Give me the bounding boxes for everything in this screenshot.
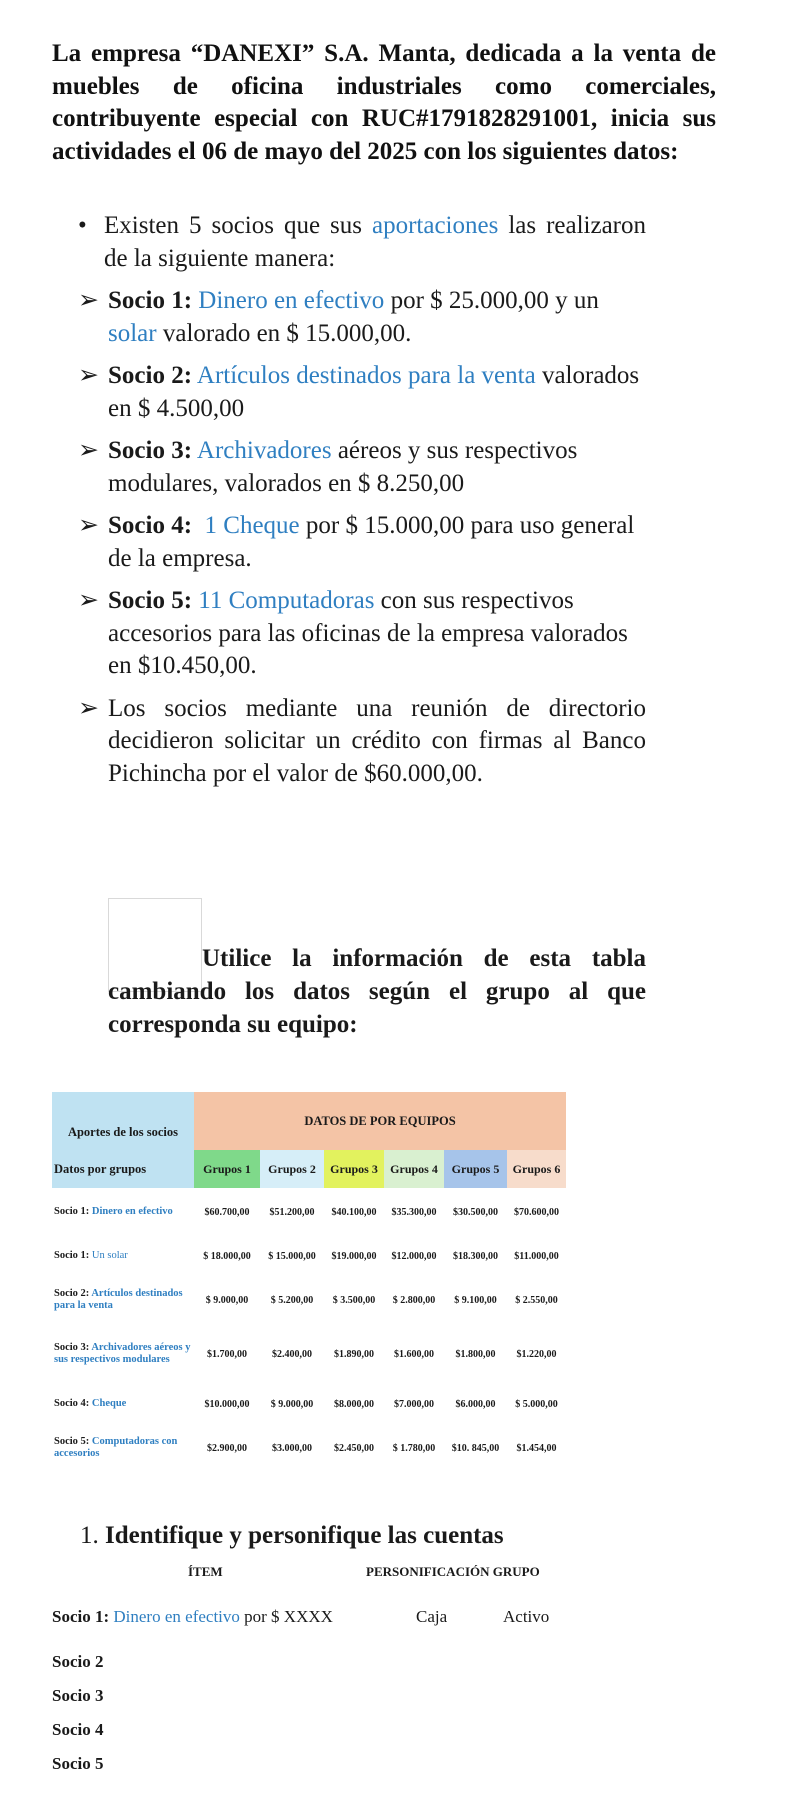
bullet-text: las realizaron de la siguiente manera: (104, 212, 646, 272)
row-label (52, 1276, 194, 1324)
answer-label: Socio 2 (52, 1652, 104, 1671)
bullet-socio-1 (78, 285, 646, 350)
data-list (78, 210, 646, 800)
header-datos-equipos: DATOS DE POR EQUIPOS (194, 1092, 566, 1150)
table-row (52, 1424, 566, 1472)
group-header-3: Grupos 3 (324, 1150, 384, 1188)
table-row (52, 1236, 566, 1276)
cell-value: $2.450,00 (334, 1442, 374, 1454)
header-item: ÍTEM (188, 1564, 223, 1579)
socio-highlight: solar (108, 319, 157, 347)
arrow-bullet-icon: ➢ (78, 362, 99, 389)
socio-text: con sus respectivos accesorios para las oficinas de la empresa valorados en $10.450,00. (108, 587, 628, 679)
section-title-text: Identifique y personifique las cuentas (105, 1522, 504, 1549)
socio-text: aéreos y sus respectivos modulares, valorados en $ 8.250,00 (108, 437, 578, 497)
bullet-dot-icon: • (78, 212, 87, 239)
answer-highlight: Dinero en efectivo (113, 1607, 240, 1626)
answer-row-socio-2 (52, 1652, 103, 1672)
socio-text: valorados en $ 4.500,00 (108, 362, 640, 422)
cell-value: $2.900,00 (207, 1442, 247, 1454)
row-concept: Artículos destinados para la venta (54, 1288, 183, 1311)
bullet-socio-2 (78, 360, 646, 425)
spacer (192, 512, 205, 539)
header-datos-grupos: Datos por grupos (52, 1150, 194, 1188)
socio-label: Socio 2: (108, 362, 193, 389)
answer-example (52, 1607, 333, 1627)
socio-label: Socio 4: (108, 512, 193, 539)
intro-paragraph: La empresa “DANEXI” S.A. Manta, dedicada a la venta de muebles de oficina industriales como comerciales, contribuyente especial con RUC#1791828291001, inicia sus actividades el 06 de mayo del 2025 con los siguientes datos: (52, 40, 716, 165)
cell-value: $11.000,00 (514, 1250, 559, 1262)
bullet-socio-3 (78, 435, 646, 500)
cell-value: $ 9.000,00 (270, 1398, 314, 1410)
socio-highlight: Artículos destinados para la venta (196, 362, 536, 389)
cell-value: $35.300,00 (391, 1206, 437, 1218)
socio-highlight: Dinero en efectivo (198, 287, 385, 314)
cell-value: $3.000,00 (272, 1442, 312, 1454)
row-concept: Un solar (91, 1250, 128, 1261)
answer-row-socio-4 (52, 1720, 103, 1740)
row-concept: Cheque (91, 1398, 127, 1409)
group-header-5: Grupos 5 (444, 1150, 507, 1188)
cell-value: $70.600,00 (514, 1206, 559, 1218)
row-socio: Socio 5: (54, 1436, 90, 1447)
socio-text: por $ 15.000,00 para uso general de la empresa. (108, 512, 635, 572)
cell-value: $1.454,00 (516, 1442, 557, 1454)
cell-value: $7.000,00 (394, 1398, 434, 1410)
cell-value: $1.890,00 (334, 1348, 374, 1360)
socio-text: por $ 25.000,00 y un (384, 287, 599, 314)
socio-highlight: 11 Computadoras (198, 587, 375, 614)
cell-value: $51.200,00 (269, 1206, 315, 1218)
header-aportes: Aportes de los socios (52, 1092, 194, 1150)
groups-data-table (52, 1092, 566, 1472)
table-row (52, 1384, 566, 1424)
answer-label: Socio 3 (52, 1686, 104, 1705)
group-header-4: Grupos 4 (384, 1150, 444, 1188)
arrow-bullet-icon: ➢ (78, 694, 99, 722)
row-concept: Computadoras con accesorios (54, 1436, 178, 1459)
bullet-socio-5 (78, 585, 646, 683)
answer-cuenta: Caja (416, 1607, 448, 1626)
table-row (52, 1276, 566, 1324)
answer-text: por $ XXXX (239, 1607, 333, 1626)
cell-value: $8.000,00 (334, 1398, 374, 1410)
answer-label: Socio 1: (52, 1607, 110, 1626)
cell-value: $ 2.800,00 (392, 1294, 436, 1306)
cell-value: $ 9.000,00 (205, 1294, 249, 1306)
cell-value: $1.700,00 (207, 1348, 247, 1360)
cell-value: $ 2.550,00 (515, 1294, 558, 1306)
bullet-credito (78, 693, 646, 791)
cell-value: $1.600,00 (394, 1348, 434, 1360)
arrow-bullet-icon: ➢ (78, 512, 99, 539)
cell-value: $ 5.200,00 (270, 1294, 314, 1306)
group-header-6: Grupos 6 (507, 1150, 566, 1188)
answer-label: Socio 4 (52, 1720, 104, 1739)
group-header-1: Grupos 1 (194, 1150, 260, 1188)
credito-text: Los socios mediante una reunión de directorio decidieron solicitar un crédito con firmas al Banco Pichincha por el valor de $60.000,00. (108, 694, 646, 787)
header-personificacion: PERSONIFICACIÓN GRUPO (366, 1564, 540, 1579)
row-socio: Socio 4: (54, 1398, 90, 1409)
row-concept: Dinero en efectivo (91, 1206, 173, 1217)
cell-value: $ 5.000,00 (515, 1398, 558, 1410)
table-instruction (108, 942, 646, 1041)
answer-row-socio-5 (52, 1754, 103, 1774)
row-socio: Socio 2: (54, 1288, 90, 1299)
section-number: 1. (80, 1522, 99, 1549)
socio-label: Socio 1: (108, 287, 193, 314)
cell-value: $30.500,00 (453, 1206, 498, 1218)
arrow-bullet-icon: ➢ (78, 287, 99, 314)
arrow-bullet-icon: ➢ (78, 587, 99, 614)
socio-label: Socio 3: (108, 437, 193, 464)
answer-row-socio-3 (52, 1686, 103, 1706)
bullet-text: Existen 5 socios que sus (104, 212, 372, 239)
row-socio: Socio 1: (54, 1250, 90, 1261)
section-title (80, 1521, 504, 1551)
cell-value: $ 18.000,00 (203, 1250, 251, 1262)
table-row (52, 1188, 566, 1236)
bullet-socios-count (78, 210, 646, 275)
table-row (52, 1324, 566, 1384)
cell-value: $6.000,00 (455, 1398, 496, 1410)
cell-value: $19.000,00 (331, 1250, 377, 1262)
row-label (52, 1384, 194, 1424)
cell-value: $10.000,00 (204, 1398, 250, 1410)
cell-value: $10. 845,00 (451, 1442, 500, 1454)
row-label (52, 1188, 194, 1236)
cell-value: $2.400,00 (272, 1348, 312, 1360)
cell-value: $ 1.780,00 (392, 1442, 436, 1454)
cell-value: $1.800,00 (455, 1348, 496, 1360)
cell-value: $40.100,00 (331, 1206, 377, 1218)
row-socio: Socio 1: (54, 1206, 90, 1217)
cell-value: $ 3.500,00 (332, 1294, 376, 1306)
row-label (52, 1324, 194, 1384)
row-socio: Socio 3: (54, 1342, 90, 1353)
cell-value: $1.220,00 (516, 1348, 557, 1360)
socio-highlight: Archivadores (196, 437, 332, 464)
bullet-socio-4 (78, 510, 646, 575)
socio-highlight: 1 Cheque (204, 512, 300, 539)
row-label (52, 1236, 194, 1276)
bullet-highlight: aportaciones (371, 212, 499, 239)
cell-value: $ 9.100,00 (454, 1294, 497, 1306)
instruction-text: Utilice la información de esta tabla cambiando los datos según el grupo al que corresponda su equipo: (108, 945, 646, 1038)
row-label (52, 1424, 194, 1472)
socio-text: valorado en $ 15.000,00. (156, 319, 412, 347)
group-header-2: Grupos 2 (260, 1150, 324, 1188)
answer-label: Socio 5 (52, 1754, 104, 1773)
answer-grupo: Activo (503, 1607, 550, 1626)
row-concept: Archivadores aéreos y sus respectivos modulares (54, 1342, 191, 1365)
cell-value: $18.300,00 (453, 1250, 498, 1262)
arrow-bullet-icon: ➢ (78, 437, 99, 464)
cell-value: $60.700,00 (204, 1206, 250, 1218)
cell-value: $ 15.000,00 (268, 1250, 316, 1262)
cell-value: $12.000,00 (391, 1250, 437, 1262)
socio-label: Socio 5: (108, 587, 193, 614)
